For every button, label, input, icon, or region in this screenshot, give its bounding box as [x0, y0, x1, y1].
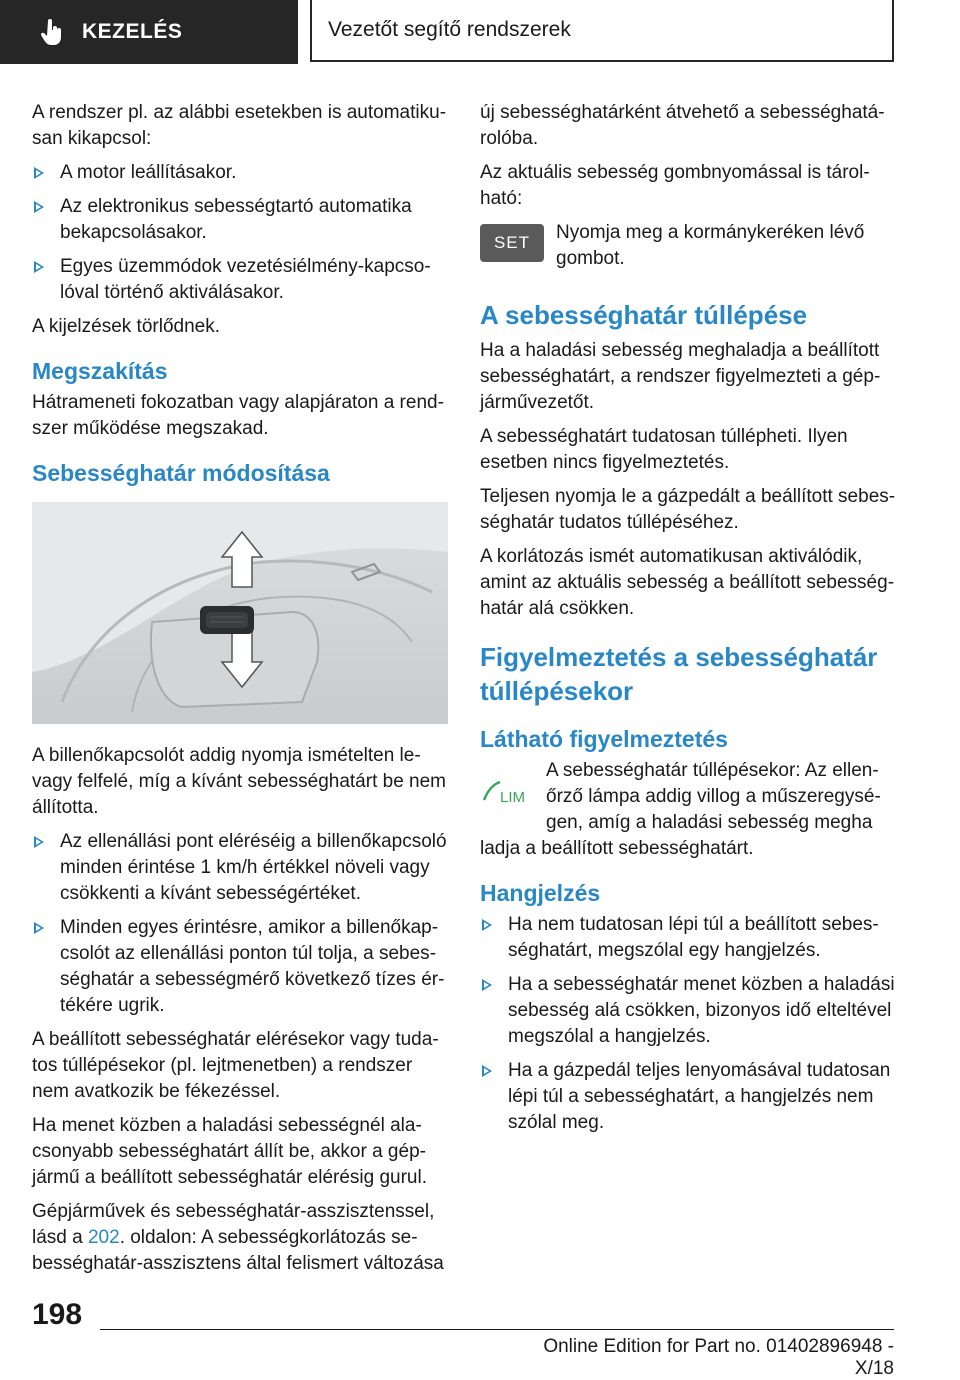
- list-item: [32, 829, 450, 907]
- paragraph: ladja a beállított sebességhatárt.: [480, 838, 754, 859]
- bullet-list: [32, 160, 450, 306]
- paragraph: A kijelzések törlődnek.: [32, 316, 220, 337]
- paragraph: A billenőkapcsolót addig nyomja ismételten le- vagy felfelé, míg a kívánt sebességhatárt be nem állította.: [32, 745, 447, 818]
- triangle-bullet-icon: [34, 167, 44, 179]
- heading-acoustic-warning: Hangjelzés: [480, 880, 601, 906]
- paragraph: Az aktuális sebesség gombnyomással is tárolható:: [480, 162, 870, 209]
- paragraph: Ha menet közben a haladási sebességnél alacsonyabb sebességhatárt állít be, akkor a gépjármű a beállított sebességhatár elérésig gurul.: [32, 1115, 428, 1188]
- triangle-bullet-icon: [34, 201, 44, 213]
- lim-warning-row: [480, 758, 898, 836]
- paragraph: új sebességhatárként átvehető a sebességhatárolóba.: [480, 102, 885, 149]
- heading-warning-exceed: Figyelmeztetés a sebességhatár túllépésekor: [480, 642, 878, 706]
- text: . oldalon: A sebességkorlátozás sebességhatár-asszisztens által felismert változása: [32, 1227, 444, 1274]
- paragraph: A beállított sebességhatár elérésekor vagy tudatos túllépésekor (pl. lejtmenetben) a rendszer nem avatkozik be fékezéssel.: [32, 1029, 439, 1102]
- section-tab-label: KEZELÉS: [82, 20, 183, 43]
- triangle-bullet-icon: [482, 979, 492, 991]
- steering-wheel-rocker-switch-illustration: [32, 502, 448, 724]
- text: Gépjárművek és sebességhatár-asszisztenssel, lásd a: [32, 1201, 435, 1248]
- chapter-tab[interactable]: [310, 0, 894, 62]
- bullet-list: [480, 912, 898, 1136]
- chapter-tab-label: Vezetőt segítő rendszerek: [328, 18, 571, 41]
- page-reference-link[interactable]: 202: [87, 1227, 120, 1248]
- heading-interrupt: Megszakítás: [32, 358, 168, 384]
- list-item: [32, 194, 450, 246]
- paragraph: A korlátozás ismét automatikusan aktiválódik, amint az aktuális sebesség a beállított sebességhatár alá csökken.: [480, 546, 895, 619]
- pointing-hand-icon: [38, 18, 66, 46]
- paragraph: A sebességhatárt tudatosan túllépheti. Ilyen esetben nincs figyelmeztetés.: [480, 426, 848, 473]
- list-item-text: Ha nem tudatosan lépi túl a beállított sebességhatárt, megszólal egy hangjelzés.: [508, 914, 879, 961]
- set-instruction: [480, 220, 898, 280]
- list-item: [480, 1058, 898, 1136]
- page-header: [0, 0, 960, 64]
- paragraph: [32, 1199, 450, 1277]
- paragraph: Ha a haladási sebesség meghaladja a beállított sebességhatárt, a rendszer figyelmezteti a gépjárművezetőt.: [480, 340, 881, 413]
- heading-exceed-limit: A sebességhatár túllépése: [480, 300, 808, 330]
- triangle-bullet-icon: [34, 261, 44, 273]
- bullet-list: [32, 829, 450, 1019]
- list-item: [480, 912, 898, 964]
- list-item-text: Az elektronikus sebességtartó automatika bekapcsolásakor.: [60, 196, 412, 243]
- paragraph: A rendszer pl. az alábbi esetekben is automatikusan kikapcsol:: [32, 102, 447, 149]
- section-tab[interactable]: [0, 0, 298, 64]
- paragraph: Hátrameneti fokozatban vagy alapjáraton a rendszer működése megszakad.: [32, 392, 444, 439]
- list-item: [480, 972, 898, 1050]
- list-item-text: Az ellenállási pont eléréséig a billenőkapcsoló minden érintése 1 km/h értékkel növeli vagy csökkenti a kívánt sebességértéket.: [60, 831, 447, 904]
- heading-visible-warning: Látható figyelmeztetés: [480, 726, 728, 752]
- paragraph: A sebességhatár túllépésekor: Az ellenőrző lámpa addig villog a műszeregységen, amíg a haladási sebesség megha: [546, 760, 881, 833]
- footer-divider: [100, 1329, 894, 1330]
- triangle-bullet-icon: [482, 919, 492, 931]
- left-column: [32, 100, 450, 1285]
- list-item: [32, 160, 450, 186]
- list-item: [32, 254, 450, 306]
- right-column: [480, 100, 898, 1144]
- edition-note: Online Edition for Part no. 01402896948 - X/18: [543, 1336, 894, 1379]
- page-number: 198: [32, 1298, 83, 1331]
- triangle-bullet-icon: [34, 836, 44, 848]
- list-item: [32, 915, 450, 1019]
- heading-modify-limit: Sebességhatár módosítása: [32, 460, 330, 486]
- list-item-text: Egyes üzemmódok vezetésiélmény-kapcsolóval történő aktiválásakor.: [60, 256, 431, 303]
- list-item-text: Minden egyes érintésre, amikor a billenőkapcsolót az ellenállási ponton túl tolja, a sebességhatár a sebességmérő következő tízes értékére ugrik.: [60, 917, 445, 1016]
- triangle-bullet-icon: [482, 1065, 492, 1077]
- list-item-text: Ha a sebességhatár menet közben a haladási sebesség alá csökken, bizonyos idő elteltével megszólal a hangjelzés.: [508, 974, 895, 1047]
- paragraph: Nyomja meg a kormánykeréken lévő gombot.: [556, 222, 865, 269]
- list-item-text: Ha a gázpedál teljes lenyomásával tudatosan lépi túl a sebességhatárt, a hangjelzés nem szólal meg.: [508, 1060, 891, 1133]
- list-item-text: A motor leállításakor.: [60, 162, 237, 183]
- paragraph: Teljesen nyomja le a gázpedált a beállított sebességhatár tudatos túllépéséhez.: [480, 486, 896, 533]
- lim-indicator-icon: [480, 772, 536, 812]
- triangle-bullet-icon: [34, 922, 44, 934]
- svg-text:LIM: LIM: [500, 789, 526, 806]
- set-button-icon: SET: [480, 224, 544, 262]
